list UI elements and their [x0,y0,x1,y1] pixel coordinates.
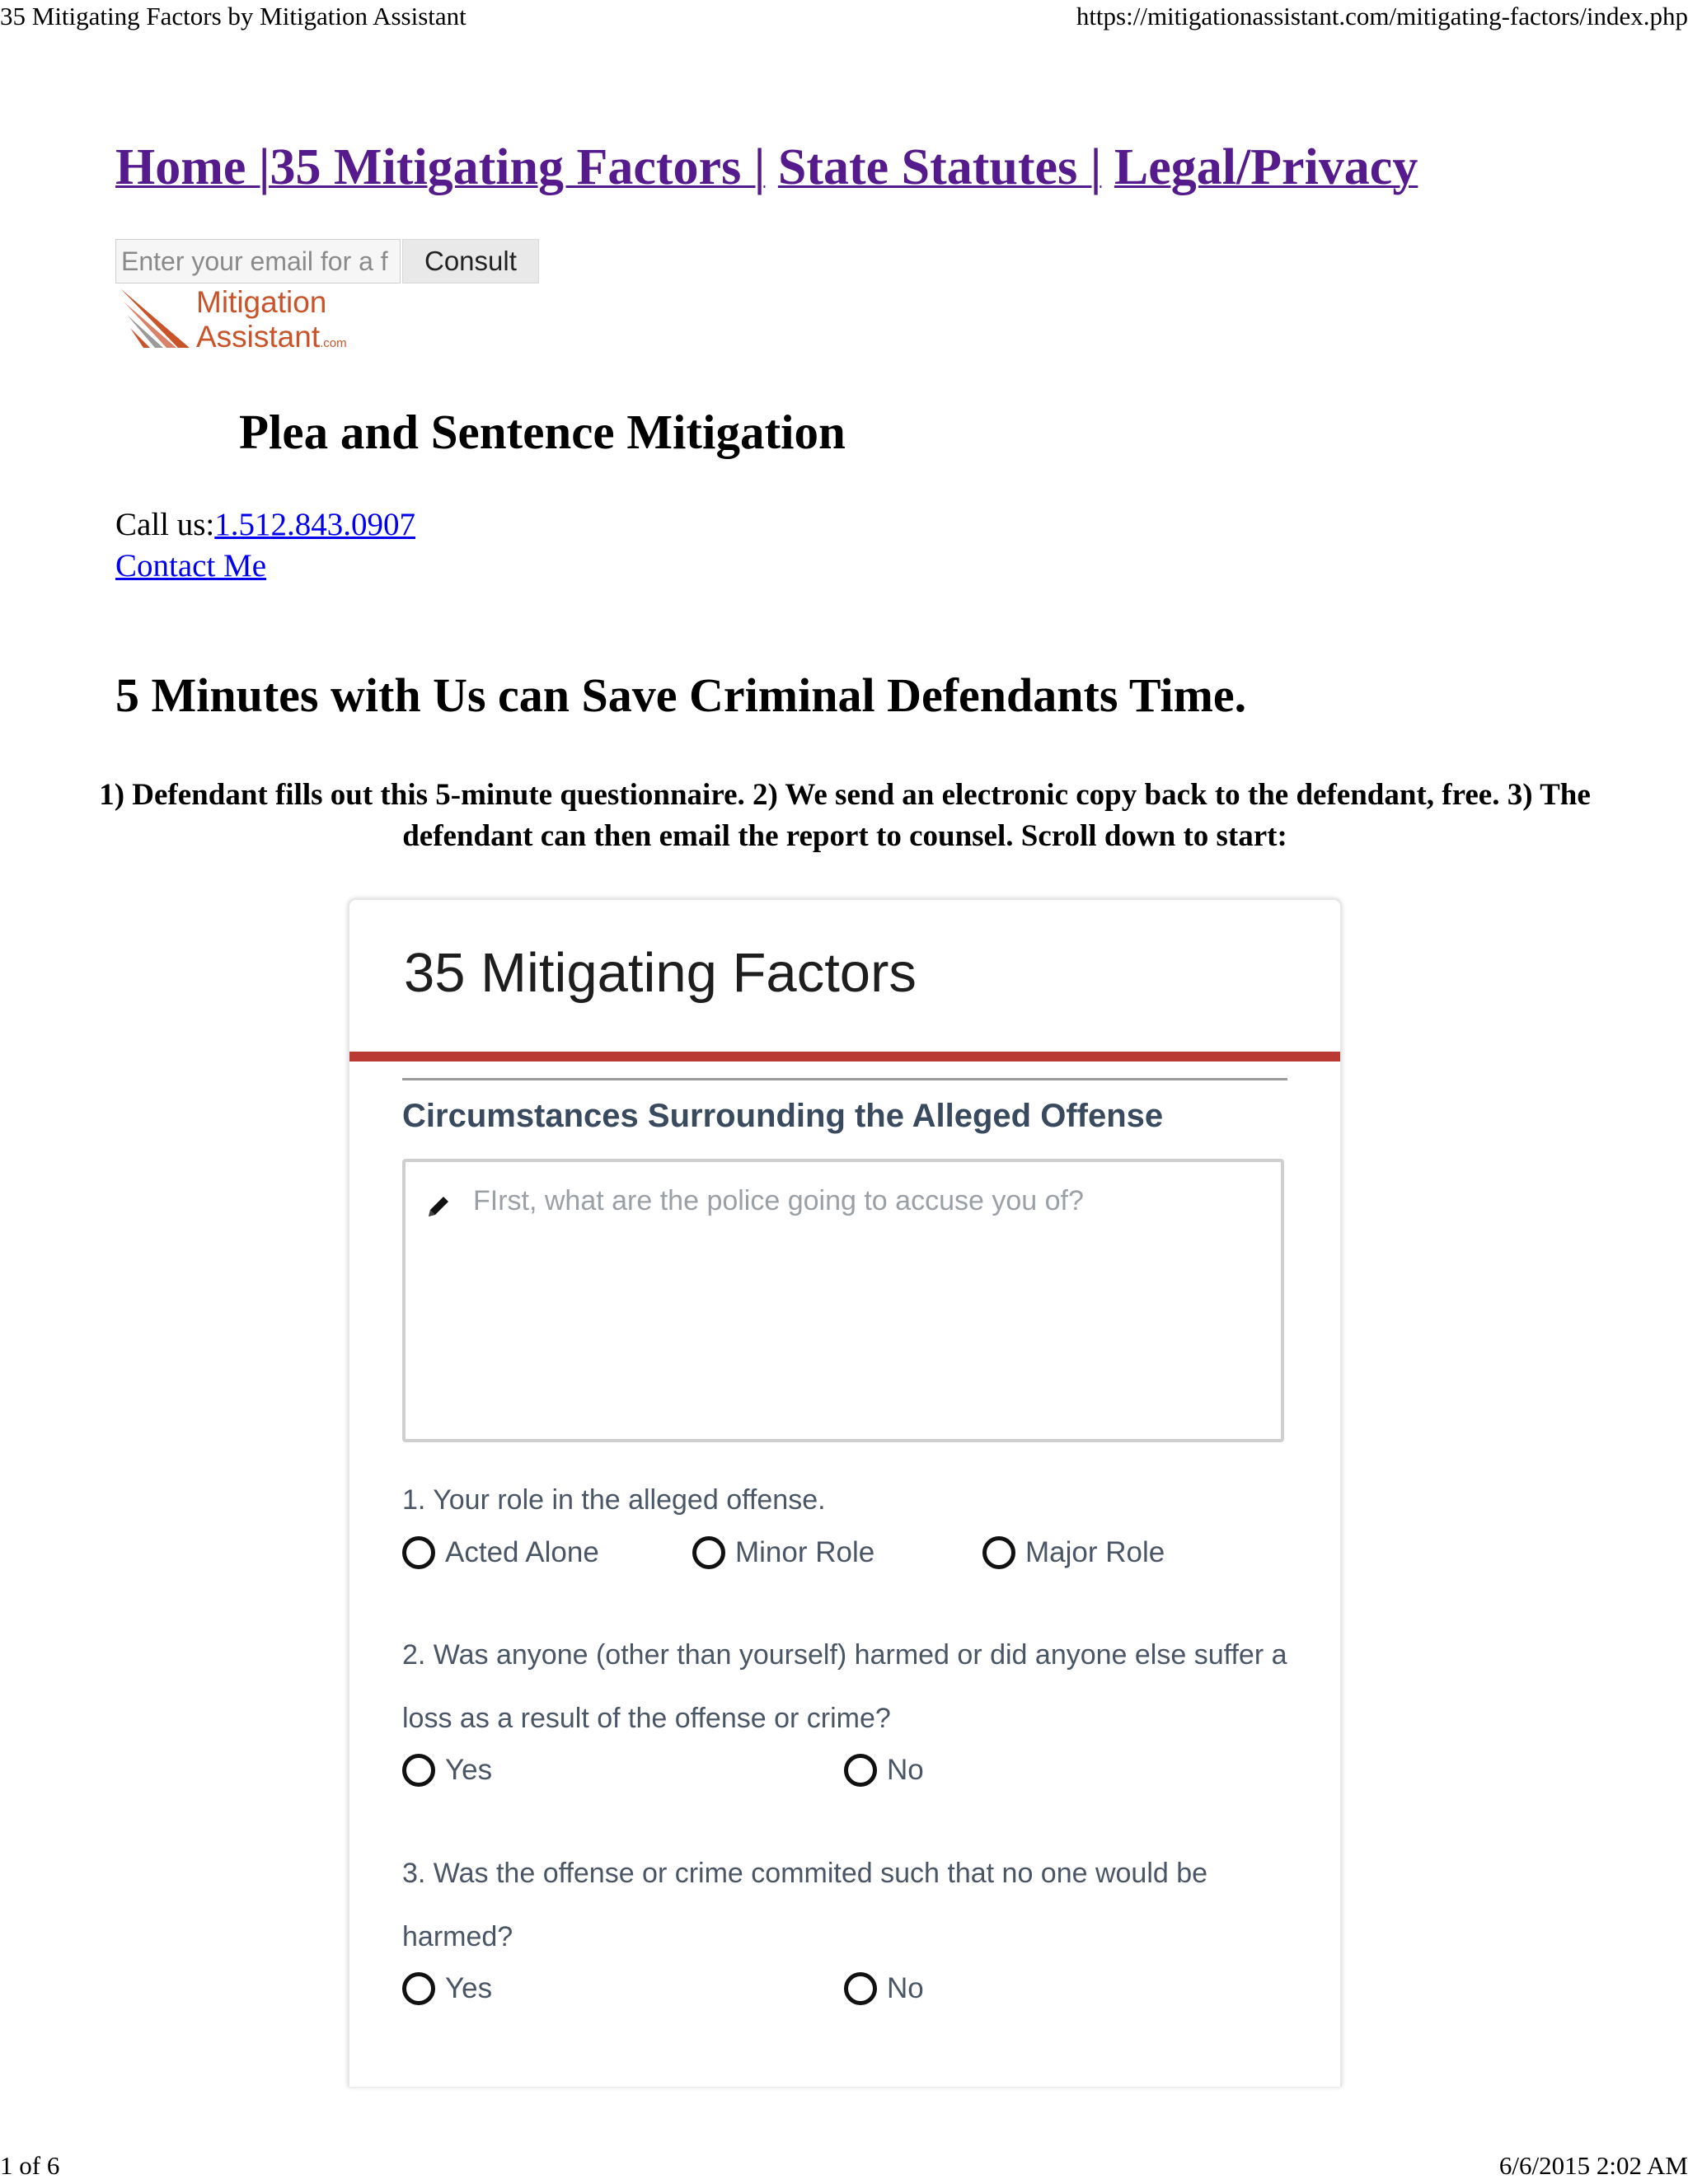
phone-link[interactable]: 1.512.843.0907 [214,507,416,542]
option-label: Yes [445,1754,493,1786]
pencil-icon [425,1193,452,1220]
radio-button[interactable] [402,1536,435,1569]
q1-option-acted-alone[interactable] [402,1536,599,1569]
nav-home-link[interactable]: Home | [115,139,270,195]
radio-button[interactable] [402,1754,435,1787]
logo-swoosh-icon [119,287,198,353]
form-accent-bar [349,1052,1340,1062]
logo-line-1: Mitigation [196,285,327,319]
section-divider [402,1078,1287,1080]
email-signup [115,239,539,284]
question-1: 1. Your role in the alleged offense. [402,1484,826,1516]
print-page-number: 1 of 6 [0,2151,60,2180]
main-nav [115,138,1418,197]
questionnaire-form [348,898,1342,2087]
option-label: Acted Alone [445,1536,599,1568]
question-2: 2. Was anyone (other than yourself) harmed or did anyone else suffer a loss as a result of the offense or crime? [402,1639,1287,1734]
accusation-placeholder: FIrst, what are the police going to accuse you of? [473,1185,1084,1216]
option-label: Major Role [1025,1536,1165,1568]
page-title: Plea and Sentence Mitigation [239,405,846,459]
q2-option-yes[interactable] [402,1754,492,1787]
radio-button[interactable] [982,1536,1015,1569]
logo-wordmark [196,285,347,361]
nav-factors-link[interactable]: 35 Mitigating Factors | [270,139,766,195]
contact-me-link[interactable]: Contact Me [115,548,267,583]
accusation-textarea[interactable] [402,1159,1284,1442]
radio-button[interactable] [692,1536,725,1569]
nav-legal-link[interactable]: Legal/Privacy [1114,139,1418,195]
radio-button[interactable] [402,1972,435,2005]
section-title: Circumstances Surrounding the Alleged Offense [402,1098,1164,1134]
option-label: Yes [445,1972,493,2004]
q1-option-major-role[interactable] [982,1536,1165,1569]
mitigation-assistant-logo[interactable] [115,282,363,356]
nav-statutes-link[interactable]: State Statutes | [777,139,1102,195]
steps-intro: 1) Defendant fills out this 5-minute questionnaire. 2) We send an electronic copy back to the defendant, free. 3) The defendant can then email the report to counsel. Scroll down to start: [99,778,1591,853]
print-datetime: 6/6/2015 2:02 AM [1498,2151,1688,2180]
call-us [115,506,415,543]
print-page-url: https://mitigationassistant.com/mitigating-factors/index.php [1076,2,1688,30]
option-label: No [887,1754,924,1786]
radio-button[interactable] [844,1754,877,1787]
q3-option-yes[interactable] [402,1972,492,2005]
option-label: Minor Role [735,1536,875,1568]
q3-option-no[interactable] [844,1972,924,2005]
consult-button[interactable]: Consult [402,239,539,284]
logo-suffix: .com [320,336,347,350]
call-label: Call us: [115,507,215,542]
form-title: 35 Mitigating Factors [404,942,917,1004]
q1-option-minor-role[interactable] [692,1536,874,1569]
q2-option-no[interactable] [844,1754,924,1787]
question-3: 3. Was the offense or crime commited such that no one would be harmed? [402,1858,1208,1952]
option-label: No [887,1972,924,2004]
radio-button[interactable] [844,1972,877,2005]
print-page-title: 35 Mitigating Factors by Mitigation Assistant [0,2,467,30]
email-input[interactable] [115,239,401,284]
logo-line-2: Assistant [196,320,321,354]
headline: 5 Minutes with Us can Save Criminal Defendants Time. [115,668,1247,722]
